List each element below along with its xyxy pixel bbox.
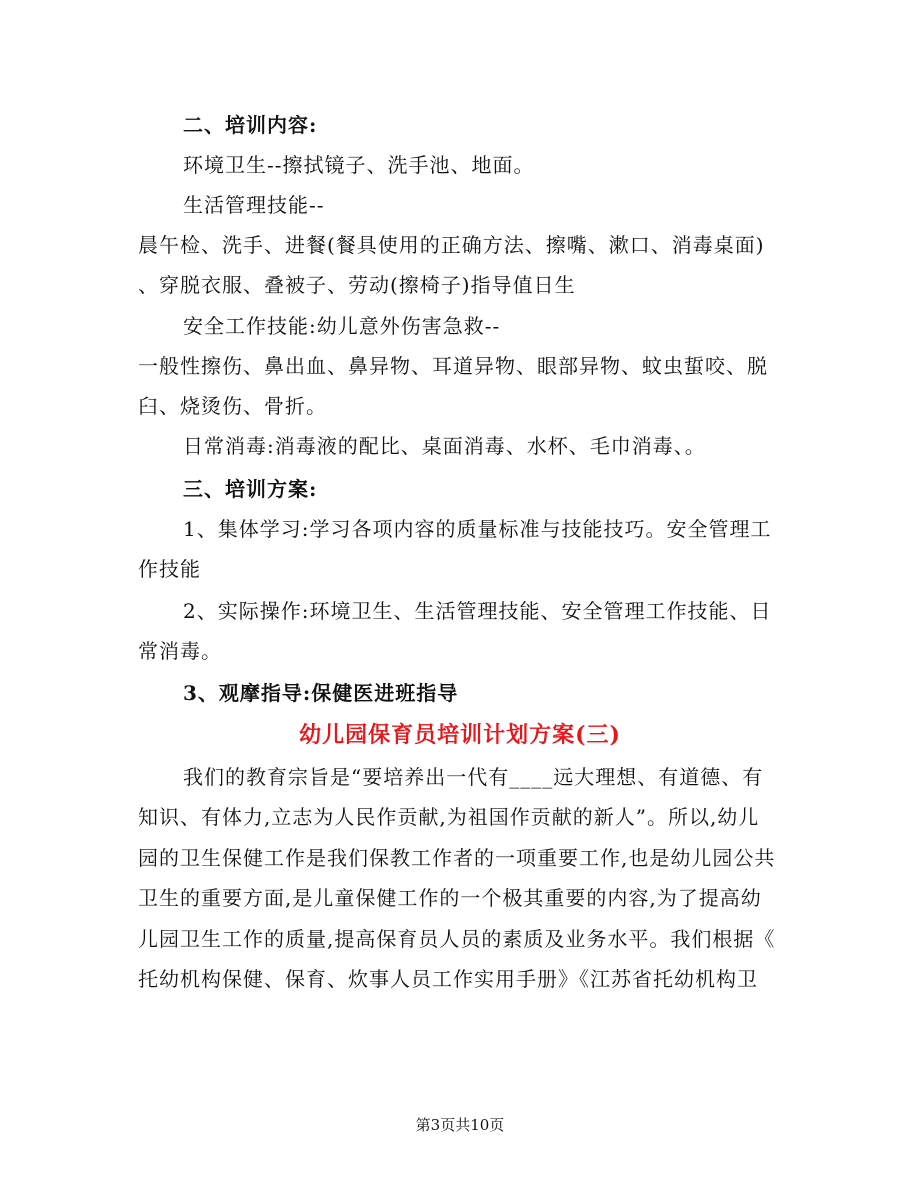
safety-label: 安全工作技能:幼儿意外伤害急救-- (183, 314, 501, 338)
plan-item-2-line-1: 2、实际操作:环境卫生、生活管理技能、安全管理工作技能、日 (183, 599, 772, 623)
disinfection-line: 日常消毒:消毒液的配比、桌面消毒、水杯、毛巾消毒、。 (183, 434, 706, 458)
page-footer: 第3页共10页 (415, 1116, 505, 1134)
section2-heading: 二、培训内容: (183, 113, 318, 137)
section3-heading: 三、培训方案: (183, 477, 318, 501)
plan3-paragraph-line: 我们的教育宗旨是“要培养出一代有____远大理想、有道德、有 (183, 765, 764, 789)
plan-item-1-line-2: 作技能 (138, 557, 201, 581)
plan3-paragraph-line: 儿园卫生工作的质量,提高保育员人员的素质及业务水平。我们根据《 (138, 927, 776, 951)
plan3-paragraph-line: 知识、有体力,立志为人民作贡献,为祖国作贡献的新人”。所以,幼儿 (138, 805, 760, 829)
life-skills-line-1: 晨午检、洗手、进餐(餐具使用的正确方法、擦嘴、漱口、消毒桌面) (138, 233, 765, 257)
plan3-paragraph-line: 托幼机构保健、保育、炊事人员工作实用手册》《江苏省托幼机构卫 (138, 967, 758, 991)
life-skills-line-2: 、穿脱衣服、叠被子、劳动(擦椅子)指导值日生 (138, 273, 576, 297)
plan3-paragraph-line: 卫生的重要方面,是儿童保健工作的一个极其重要的内容,为了提高幼 (138, 886, 762, 910)
hygiene-line: 环境卫生--擦拭镜子、洗手池、地面。 (183, 153, 535, 177)
plan-item-3: 3、观摩指导:保健医进班指导 (183, 681, 459, 705)
life-skills-label: 生活管理技能-- (183, 193, 325, 217)
plan3-title: 幼儿园保育员培训计划方案(三) (299, 722, 621, 748)
safety-line-2: 臼、烧烫伤、骨折。 (138, 394, 327, 418)
plan3-paragraph-line: 园的卫生保健工作是我们保教工作者的一项重要工作,也是幼儿园公共 (138, 846, 776, 870)
plan-item-1-line-1: 1、集体学习:学习各项内容的质量标准与技能技巧。安全管理工 (183, 517, 772, 541)
plan-item-2-line-2: 常消毒。 (138, 639, 222, 663)
safety-line-1: 一般性擦伤、鼻出血、鼻异物、耳道异物、眼部异物、蚊虫蜇咬、脱 (138, 354, 768, 378)
